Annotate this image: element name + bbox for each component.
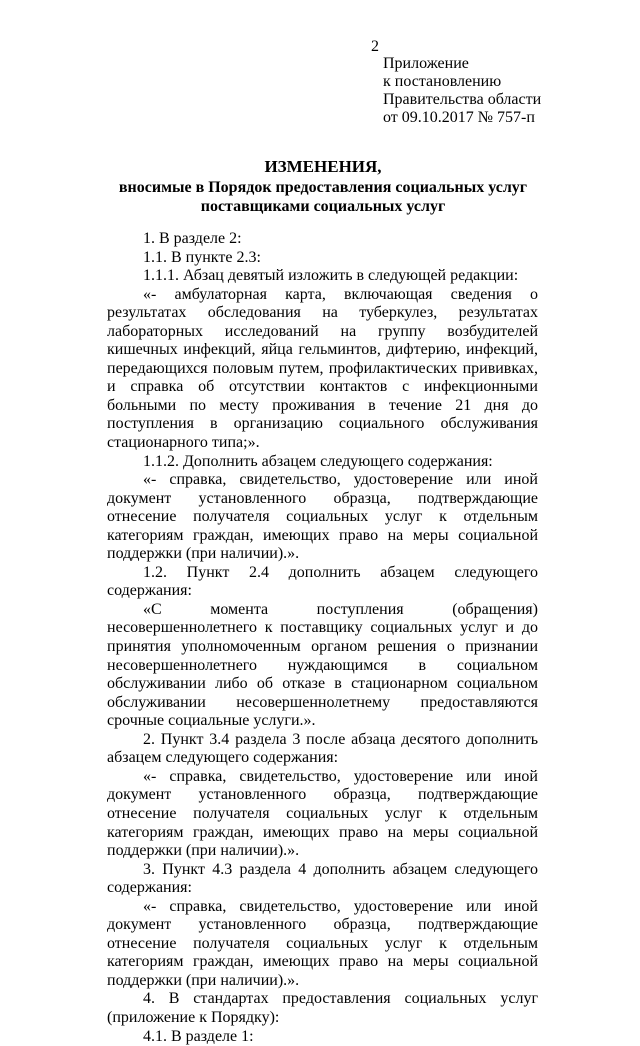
paragraph: 1.1.1. Абзац девятый изложить в следующей редакции: — [143, 267, 519, 285]
paragraph: 1.2. Пункт 2.4 дополнить абзацем следующего содержания: — [107, 563, 538, 600]
appendix-line-1: Приложение — [383, 55, 469, 72]
appendix-line-4: от 09.10.2017 № 757-п — [383, 109, 535, 126]
paragraph: 1. В разделе 2: — [143, 230, 242, 247]
paragraph: «С момента поступления (обращения) несовершеннолетнего к поставщику социальных услуг и до принятия уполномоченным органом решения о признании несовершеннолетнего нуждающимся в социальном обслуживании либо об отказе в стационарном социальном обслуживании несовершеннолетнему предоставляются срочные социальные услуги.». — [107, 600, 538, 730]
paragraph: 1.1. В пункте 2.3: — [143, 248, 261, 266]
paragraph: 2. Пункт 3.4 раздела 3 после абзаца десятого дополнить абзацем следующего содержания: — [107, 730, 538, 767]
title-subtitle: вносимые в Порядок предоставления социальных услуг поставщиками социальных услуг — [118, 179, 528, 215]
document-body — [107, 230, 538, 1046]
paragraph: 3. Пункт 4.3 раздела 4 дополнить абзацем следующего содержания: — [107, 860, 538, 897]
paragraph: «- справка, свидетельство, удостоверение или иной документ установленного образца, подтверждающие отнесение получателя социальных услуг к отдельным категориям граждан, имеющих право на меры социальной поддержки (при наличии).». — [107, 897, 538, 989]
page-number: 2 — [371, 38, 379, 55]
appendix-block — [383, 55, 541, 127]
appendix-line-3: Правительства области — [383, 91, 542, 108]
paragraph: 4. В стандартах предоставления социальных услуг (приложение к Порядку): — [107, 990, 538, 1026]
paragraph: «- амбулаторная карта, включающая сведения о результатах обследования на туберкулез, результатах лабораторных исследований на группу возбудителей кишечных инфекций, яйца гельминтов, дифтерию, инфекций, передающихся половым путем, профилактических прививках, и справка об отсутствии контактов с инфекционными больными по месту проживания в течение 21 дня до поступления в организацию социального обслуживания стационарного типа;». — [107, 285, 538, 452]
paragraph: 4.1. В разделе 1: — [143, 1027, 254, 1045]
paragraph: 1.1.2. Дополнить абзацем следующего содержания: — [143, 452, 493, 470]
paragraph: «- справка, свидетельство, удостоверение или иной документ установленного образца, подтверждающие отнесение получателя социальных услуг к отдельным категориям граждан, имеющих право на меры социальной поддержки (при наличии).». — [107, 471, 538, 563]
appendix-line-2: к постановлению — [383, 73, 502, 90]
paragraph: «- справка, свидетельство, удостоверение или иной документ установленного образца, подтверждающие отнесение получателя социальных услуг к отдельным категориям граждан, имеющих право на меры социальной поддержки (при наличии).». — [107, 767, 538, 860]
document-title — [108, 157, 538, 216]
title-main: ИЗМЕНЕНИЯ, — [264, 157, 382, 176]
